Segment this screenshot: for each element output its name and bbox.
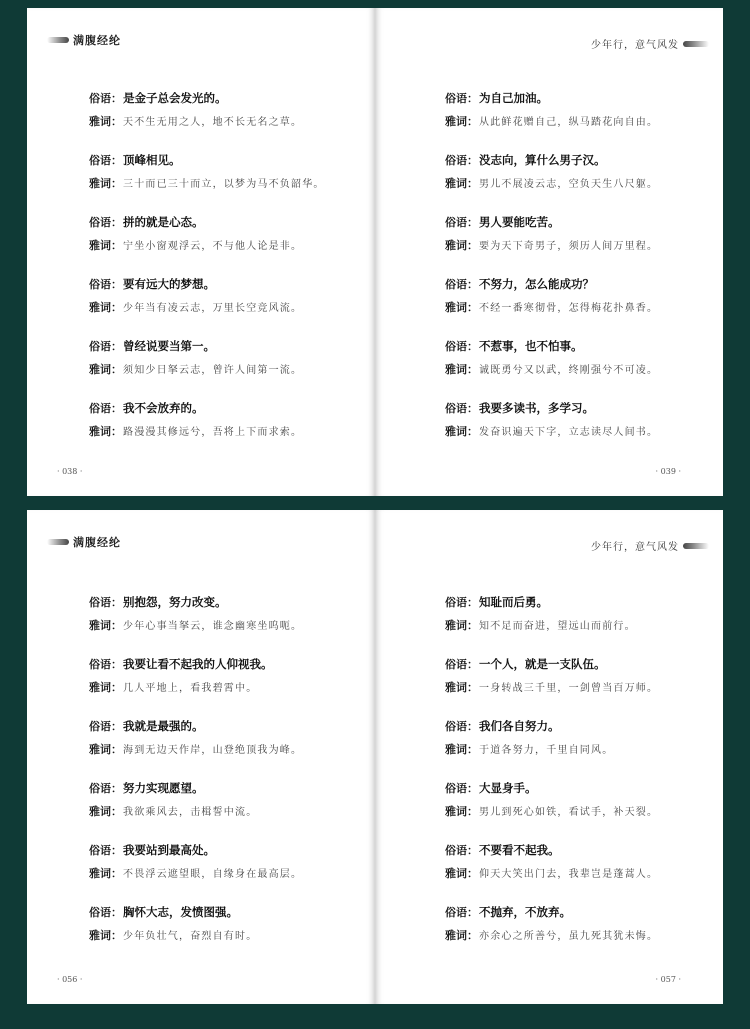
elegant-text: 男儿到死心如铁，看试手，补天裂。 — [479, 807, 659, 818]
saying-text: 不努力，怎么能成功？ — [479, 277, 594, 291]
label-colon: ： — [111, 340, 122, 353]
saying-label: 俗语 — [445, 782, 467, 795]
elegant-label: 雅词 — [89, 929, 111, 942]
saying-label: 俗语 — [89, 340, 111, 353]
saying-line — [89, 152, 355, 168]
saying-label: 俗语 — [445, 906, 467, 919]
saying-line — [445, 656, 703, 672]
entry-item — [445, 904, 703, 966]
entry-item — [89, 904, 355, 966]
entry-item — [445, 400, 703, 462]
label-colon: ： — [111, 402, 122, 415]
label-colon: ： — [111, 867, 122, 880]
saying-text: 顶峰相见。 — [123, 153, 181, 167]
elegant-text: 海到无边天作岸，山登绝顶我为峰。 — [123, 745, 303, 756]
elegant-label: 雅词 — [445, 681, 467, 694]
page-right — [375, 8, 723, 496]
saying-line — [89, 842, 355, 858]
elegant-line — [445, 175, 703, 191]
saying-line — [445, 594, 703, 610]
label-colon: ： — [467, 216, 478, 229]
saying-line — [445, 90, 703, 106]
brush-stroke-icon — [47, 539, 69, 545]
label-colon: ： — [111, 596, 122, 609]
elegant-line — [445, 679, 703, 695]
elegant-line — [89, 803, 355, 819]
elegant-label: 雅词 — [445, 177, 467, 190]
elegant-line — [89, 113, 355, 129]
elegant-text: 路漫漫其修远兮，吾将上下而求索。 — [123, 427, 303, 438]
elegant-label: 雅词 — [445, 619, 467, 632]
elegant-label: 雅词 — [445, 929, 467, 942]
header-title: 少年行，意气风发 — [591, 40, 679, 51]
saying-text: 我不会放弃的。 — [123, 401, 204, 415]
elegant-line — [89, 175, 355, 191]
page-number: · 039 · — [655, 467, 681, 476]
saying-text: 不抛弃，不放弃。 — [479, 905, 571, 919]
entry-item — [89, 276, 355, 338]
label-colon: ： — [467, 743, 478, 756]
page-number: · 056 · — [57, 975, 83, 984]
label-colon: ： — [111, 363, 122, 376]
elegant-label: 雅词 — [445, 425, 467, 438]
saying-text: 别抱怨，努力改变。 — [123, 595, 227, 609]
saying-label: 俗语 — [445, 216, 467, 229]
elegant-text: 一身转战三千里，一剑曾当百万师。 — [479, 683, 659, 694]
label-colon: ： — [111, 239, 122, 252]
elegant-text: 亦余心之所善兮，虽九死其犹未悔。 — [479, 931, 659, 942]
entry-list — [445, 90, 703, 462]
saying-label: 俗语 — [89, 658, 111, 671]
label-colon: ： — [467, 720, 478, 733]
saying-label: 俗语 — [89, 278, 111, 291]
entry-item — [89, 842, 355, 904]
entry-list — [89, 90, 355, 462]
elegant-text: 宁坐小窗观浮云，不与他人论是非。 — [123, 241, 303, 252]
entry-item — [445, 842, 703, 904]
label-colon: ： — [111, 743, 122, 756]
elegant-label: 雅词 — [89, 239, 111, 252]
label-colon: ： — [467, 658, 478, 671]
elegant-text: 知不足而奋进，望远山而前行。 — [479, 621, 636, 632]
entry-item — [89, 152, 355, 214]
elegant-line — [89, 865, 355, 881]
label-colon: ： — [467, 402, 478, 415]
label-colon: ： — [111, 681, 122, 694]
label-colon: ： — [111, 177, 122, 190]
entry-item — [445, 338, 703, 400]
page-left — [27, 8, 375, 496]
label-colon: ： — [467, 596, 478, 609]
elegant-text: 三十而已三十而立，以梦为马不负韶华。 — [123, 179, 325, 190]
elegant-text: 须知少日拏云志，曾许人间第一流。 — [123, 365, 303, 376]
entry-item — [445, 780, 703, 842]
entry-item — [89, 400, 355, 462]
entry-item — [89, 90, 355, 152]
label-colon: ： — [467, 844, 478, 857]
saying-label: 俗语 — [445, 340, 467, 353]
elegant-label: 雅词 — [89, 619, 111, 632]
saying-line — [445, 780, 703, 796]
saying-text: 大显身手。 — [479, 781, 537, 795]
elegant-line — [445, 741, 703, 757]
saying-label: 俗语 — [445, 402, 467, 415]
elegant-label: 雅词 — [445, 805, 467, 818]
saying-text: 男人要能吃苦。 — [479, 215, 560, 229]
saying-line — [89, 400, 355, 416]
saying-line — [445, 276, 703, 292]
header-title: 满腹经纶 — [73, 34, 121, 47]
entry-item — [445, 594, 703, 656]
label-colon: ： — [111, 720, 122, 733]
header-title: 满腹经纶 — [73, 536, 121, 549]
label-colon: ： — [467, 805, 478, 818]
elegant-line — [445, 423, 703, 439]
elegant-text: 从此鲜花赠自己，纵马踏花向自由。 — [479, 117, 659, 128]
saying-label: 俗语 — [89, 154, 111, 167]
label-colon: ： — [111, 425, 122, 438]
elegant-line — [445, 927, 703, 943]
label-colon: ： — [467, 239, 478, 252]
label-colon: ： — [111, 929, 122, 942]
label-colon: ： — [111, 154, 122, 167]
saying-label: 俗语 — [445, 596, 467, 609]
saying-line — [445, 338, 703, 354]
elegant-line — [445, 113, 703, 129]
elegant-label: 雅词 — [445, 301, 467, 314]
label-colon: ： — [467, 115, 478, 128]
elegant-text: 不经一番寒彻骨，怎得梅花扑鼻香。 — [479, 303, 659, 314]
elegant-line — [89, 237, 355, 253]
saying-text: 没志向，算什么男子汉。 — [479, 153, 606, 167]
label-colon: ： — [467, 177, 478, 190]
elegant-text: 少年心事当拏云，谁念幽寒坐呜呃。 — [123, 621, 303, 632]
entry-item — [89, 780, 355, 842]
saying-line — [89, 338, 355, 354]
saying-label: 俗语 — [89, 596, 111, 609]
saying-label: 俗语 — [445, 154, 467, 167]
elegant-text: 少年当有凌云志，万里长空竞风流。 — [123, 303, 303, 314]
elegant-text: 要为天下奇男子，须历人间万里程。 — [479, 241, 659, 252]
elegant-label: 雅词 — [89, 363, 111, 376]
entry-item — [445, 656, 703, 718]
label-colon: ： — [111, 906, 122, 919]
running-header — [47, 534, 121, 550]
elegant-line — [89, 617, 355, 633]
label-colon: ： — [111, 92, 122, 105]
entry-item — [89, 656, 355, 718]
elegant-line — [445, 361, 703, 377]
page-right — [375, 510, 723, 1004]
elegant-label: 雅词 — [89, 867, 111, 880]
label-colon: ： — [467, 929, 478, 942]
label-colon: ： — [111, 844, 122, 857]
saying-label: 俗语 — [89, 402, 111, 415]
elegant-label: 雅词 — [445, 239, 467, 252]
elegant-line — [445, 617, 703, 633]
saying-line — [445, 904, 703, 920]
label-colon: ： — [467, 278, 478, 291]
entry-item — [445, 276, 703, 338]
elegant-label: 雅词 — [89, 177, 111, 190]
label-colon: ： — [111, 805, 122, 818]
elegant-label: 雅词 — [89, 681, 111, 694]
saying-text: 努力实现愿望。 — [123, 781, 204, 795]
saying-label: 俗语 — [445, 92, 467, 105]
elegant-text: 于道各努力，千里自同风。 — [479, 745, 614, 756]
label-colon: ： — [467, 867, 478, 880]
entry-item — [445, 152, 703, 214]
label-colon: ： — [111, 301, 122, 314]
label-colon: ： — [111, 216, 122, 229]
running-header — [591, 36, 709, 51]
elegant-line — [89, 361, 355, 377]
brush-stroke-icon — [47, 37, 69, 43]
entry-item — [445, 90, 703, 152]
elegant-text: 我欲乘风去，击楫誓中流。 — [123, 807, 258, 818]
book-spread-top — [27, 8, 723, 496]
entry-list — [89, 594, 355, 966]
label-colon: ： — [111, 782, 122, 795]
label-colon: ： — [467, 681, 478, 694]
label-colon: ： — [467, 425, 478, 438]
entry-item — [89, 718, 355, 780]
saying-text: 为自己加油。 — [479, 91, 548, 105]
saying-label: 俗语 — [89, 92, 111, 105]
elegant-line — [89, 299, 355, 315]
label-colon: ： — [467, 154, 478, 167]
saying-line — [445, 718, 703, 734]
book-spread-bottom — [27, 510, 723, 1004]
entry-item — [445, 718, 703, 780]
header-title: 少年行，意气风发 — [591, 542, 679, 553]
elegant-label: 雅词 — [89, 301, 111, 314]
saying-line — [89, 780, 355, 796]
entry-list — [445, 594, 703, 966]
elegant-line — [89, 741, 355, 757]
page-number: · 038 · — [57, 467, 83, 476]
label-colon: ： — [467, 340, 478, 353]
saying-line — [445, 400, 703, 416]
elegant-label: 雅词 — [445, 743, 467, 756]
saying-text: 一个人，就是一支队伍。 — [479, 657, 606, 671]
elegant-line — [89, 423, 355, 439]
saying-text: 我要让看不起我的人仰视我。 — [123, 657, 273, 671]
page-left — [27, 510, 375, 1004]
saying-line — [89, 656, 355, 672]
label-colon: ： — [467, 301, 478, 314]
label-colon: ： — [111, 619, 122, 632]
elegant-label: 雅词 — [89, 805, 111, 818]
saying-text: 我们各自努力。 — [479, 719, 560, 733]
elegant-text: 发奋识遍天下字，立志读尽人间书。 — [479, 427, 659, 438]
label-colon: ： — [111, 278, 122, 291]
elegant-line — [445, 803, 703, 819]
saying-label: 俗语 — [89, 844, 111, 857]
elegant-text: 几人平地上，看我碧霄中。 — [123, 683, 258, 694]
saying-line — [89, 276, 355, 292]
saying-label: 俗语 — [89, 906, 111, 919]
entry-item — [89, 214, 355, 276]
saying-text: 知耻而后勇。 — [479, 595, 548, 609]
saying-text: 我要多读书，多学习。 — [479, 401, 594, 415]
elegant-line — [445, 865, 703, 881]
elegant-text: 男儿不展凌云志，空负天生八尺躯。 — [479, 179, 659, 190]
saying-line — [89, 718, 355, 734]
elegant-text: 少年负壮气，奋烈自有时。 — [123, 931, 258, 942]
elegant-text: 不畏浮云遮望眼，自缘身在最高层。 — [123, 869, 303, 880]
elegant-line — [89, 679, 355, 695]
label-colon: ： — [111, 115, 122, 128]
saying-line — [89, 904, 355, 920]
elegant-label: 雅词 — [445, 363, 467, 376]
elegant-label: 雅词 — [445, 115, 467, 128]
running-header — [591, 538, 709, 553]
saying-text: 不惹事，也不怕事。 — [479, 339, 583, 353]
saying-label: 俗语 — [89, 720, 111, 733]
saying-line — [445, 214, 703, 230]
entry-item — [445, 214, 703, 276]
saying-line — [445, 152, 703, 168]
saying-text: 要有远大的梦想。 — [123, 277, 215, 291]
saying-text: 我就是最强的。 — [123, 719, 204, 733]
brush-stroke-icon — [683, 543, 709, 549]
saying-text: 是金子总会发光的。 — [123, 91, 227, 105]
entry-item — [89, 338, 355, 400]
label-colon: ： — [467, 619, 478, 632]
saying-label: 俗语 — [445, 278, 467, 291]
label-colon: ： — [467, 363, 478, 376]
page-number: · 057 · — [655, 975, 681, 984]
label-colon: ： — [467, 92, 478, 105]
saying-text: 曾经说要当第一。 — [123, 339, 215, 353]
saying-label: 俗语 — [445, 844, 467, 857]
elegant-text: 诚既勇兮又以武，终刚强兮不可凌。 — [479, 365, 659, 376]
saying-line — [89, 594, 355, 610]
label-colon: ： — [467, 906, 478, 919]
elegant-label: 雅词 — [445, 867, 467, 880]
elegant-label: 雅词 — [89, 115, 111, 128]
saying-label: 俗语 — [89, 216, 111, 229]
elegant-line — [445, 299, 703, 315]
running-header — [47, 32, 121, 48]
saying-label: 俗语 — [89, 782, 111, 795]
saying-text: 拼的就是心态。 — [123, 215, 204, 229]
elegant-line — [89, 927, 355, 943]
saying-line — [445, 842, 703, 858]
saying-text: 胸怀大志，发愤图强。 — [123, 905, 238, 919]
label-colon: ： — [467, 782, 478, 795]
saying-label: 俗语 — [445, 720, 467, 733]
saying-line — [89, 90, 355, 106]
elegant-text: 天不生无用之人，地不长无名之草。 — [123, 117, 303, 128]
label-colon: ： — [111, 658, 122, 671]
saying-label: 俗语 — [445, 658, 467, 671]
elegant-text: 仰天大笑出门去，我辈岂是蓬蒿人。 — [479, 869, 659, 880]
saying-text: 我要站到最高处。 — [123, 843, 215, 857]
elegant-line — [445, 237, 703, 253]
brush-stroke-icon — [683, 41, 709, 47]
saying-line — [89, 214, 355, 230]
entry-item — [89, 594, 355, 656]
elegant-label: 雅词 — [89, 425, 111, 438]
elegant-label: 雅词 — [89, 743, 111, 756]
saying-text: 不要看不起我。 — [479, 843, 560, 857]
